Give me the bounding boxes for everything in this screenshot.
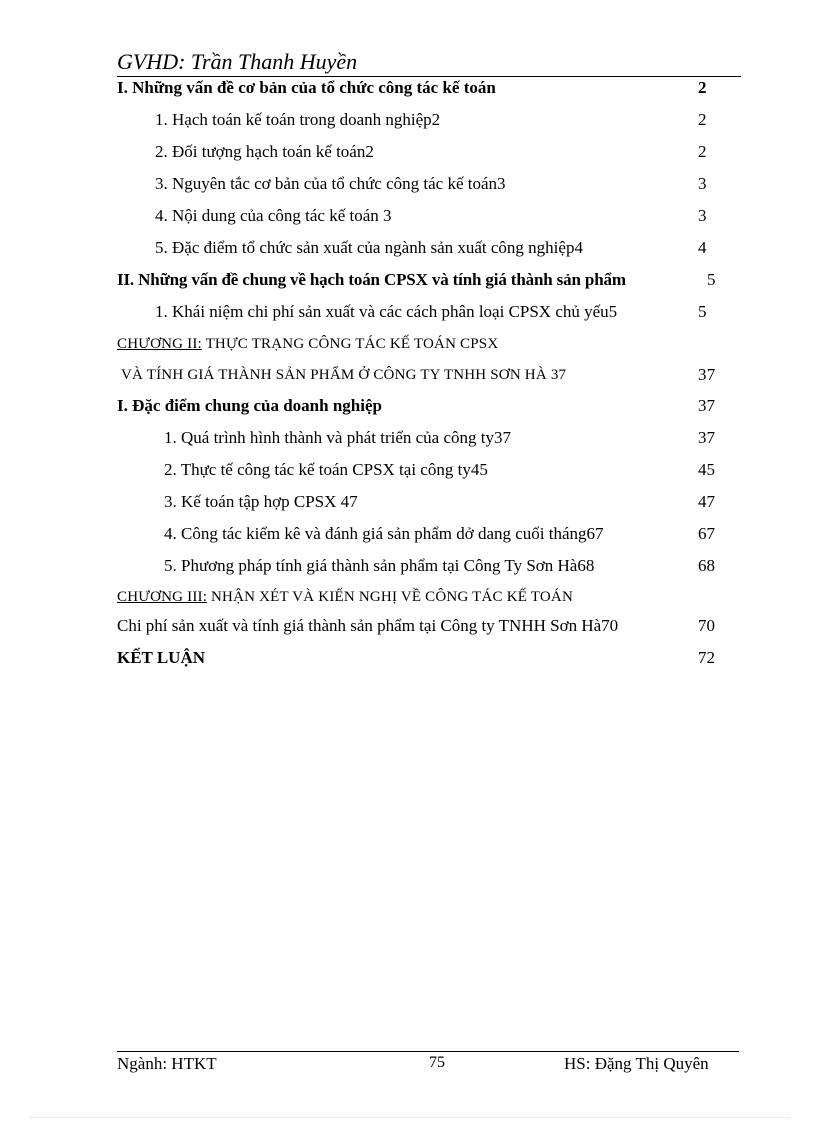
toc-entry-page: 4 [698, 238, 707, 257]
toc-entry-page: 2 [698, 142, 707, 161]
toc-entry-text: I. Đặc điểm chung của doanh nghiệp [117, 396, 382, 415]
toc-entry-text: 2. Đối tượng hạch toán kế toán2 [155, 142, 374, 161]
toc-entry[interactable] [0, 555, 816, 577]
toc-entry-text: Chi phí sản xuất và tính giá thành sản phẩm tại Công ty TNHH Sơn Hà70 [117, 616, 619, 635]
toc-entry[interactable] [0, 459, 816, 481]
toc-entry-page: 37 [698, 365, 716, 384]
footer-student: HS: Đặng Thị Quyên [564, 1054, 709, 1073]
page-header [117, 50, 741, 77]
chapter-label: CHƯƠNG III: [117, 589, 208, 605]
toc-entry[interactable] [0, 77, 816, 99]
toc-entry-text: KẾT LUẬN [117, 648, 206, 667]
toc-entry[interactable] [0, 269, 816, 291]
toc-entry-text: 3. Nguyên tắc cơ bản của tổ chức công tác kế toán3 [155, 174, 506, 193]
toc-entry[interactable] [0, 395, 816, 417]
footer-page-number: 75 [429, 1054, 445, 1071]
toc-entry-page: 2 [698, 110, 707, 129]
chapter-heading-text [117, 586, 573, 608]
toc-entry[interactable] [0, 237, 816, 259]
footer-divider [117, 1051, 739, 1052]
toc-entry[interactable] [0, 141, 816, 163]
toc-entry[interactable] [0, 109, 816, 131]
toc-entry-page: 70 [698, 616, 715, 635]
toc-entry[interactable] [0, 523, 816, 545]
chapter-title: THỰC TRẠNG CÔNG TÁC KẾ TOÁN CPSX [201, 336, 499, 352]
chapter-heading[interactable] [0, 333, 816, 355]
toc-entry-text: 1. Khái niệm chi phí sản xuất và các cách phân loại CPSX chủ yếu5 [155, 302, 618, 321]
toc-entry[interactable] [0, 615, 816, 637]
toc-entry-text: 4. Công tác kiểm kê và đánh giá sản phẩm dở dang cuối tháng67 [164, 524, 604, 543]
toc-entry-text: 3. Kế toán tập hợp CPSX 47 [164, 492, 358, 511]
toc-entry-text: 5. Đặc điểm tổ chức sản xuất của ngành sản xuất công nghiệp4 [155, 238, 583, 257]
toc-entry[interactable] [0, 301, 816, 323]
page-bottom-edge [30, 1117, 790, 1118]
toc-entry-text: 4. Nội dung của công tác kế toán 3 [155, 206, 392, 225]
chapter-heading[interactable] [0, 586, 816, 608]
footer-major: Ngành: HTKT [117, 1054, 217, 1073]
toc-entry[interactable] [0, 205, 816, 227]
toc-entry-text: 1. Quá trình hình thành và phát triển của công ty37 [164, 428, 511, 447]
toc-entry[interactable] [0, 491, 816, 513]
toc-entry-text: VÀ TÍNH GIÁ THÀNH SẢN PHẨM Ở CÔNG TY TNHH SƠN HÀ 37 [121, 367, 567, 383]
toc-entry-text: 5. Phương pháp tính giá thành sản phẩm tại Công Ty Sơn Hà68 [164, 556, 595, 575]
toc-entry-page: 3 [698, 206, 707, 225]
toc-entry[interactable] [0, 427, 816, 449]
toc-entry-page: 37 [698, 428, 715, 447]
toc-entry-page: 2 [698, 78, 707, 97]
toc-entry-page: 37 [698, 396, 715, 415]
toc-entry[interactable] [0, 173, 816, 195]
chapter-title: NHẬN XÉT VÀ KIẾN NGHỊ VỀ CÔNG TÁC KẾ TOÁN [207, 589, 573, 605]
toc-entry-text: I. Những vấn đề cơ bản của tổ chức công tác kế toán [117, 78, 496, 97]
toc-entry[interactable] [0, 647, 816, 669]
toc-entry-page: 67 [698, 524, 715, 543]
chapter-label: CHƯƠNG II: [117, 336, 202, 352]
toc-entry-page: 45 [698, 460, 715, 479]
toc-entry-page: 5 [698, 302, 707, 321]
chapter-heading-text [117, 333, 498, 355]
toc-entry-text: 1. Hạch toán kế toán trong doanh nghiệp2 [155, 110, 441, 129]
toc-entry-text: II. Những vấn đề chung về hạch toán CPSX và tính giá thành sản phẩm [117, 270, 626, 289]
toc-entry-page: 5 [707, 270, 716, 289]
toc-entry[interactable] [0, 364, 816, 386]
toc-entry-text: 2. Thực tế công tác kế toán CPSX tại công ty45 [164, 460, 488, 479]
toc-entry-page: 3 [698, 174, 707, 193]
toc-entry-page: 47 [698, 492, 715, 511]
toc-entry-page: 68 [698, 556, 715, 575]
toc-entry-page: 72 [698, 648, 715, 667]
header-title: GVHD: Trần Thanh Huyền [117, 49, 358, 74]
